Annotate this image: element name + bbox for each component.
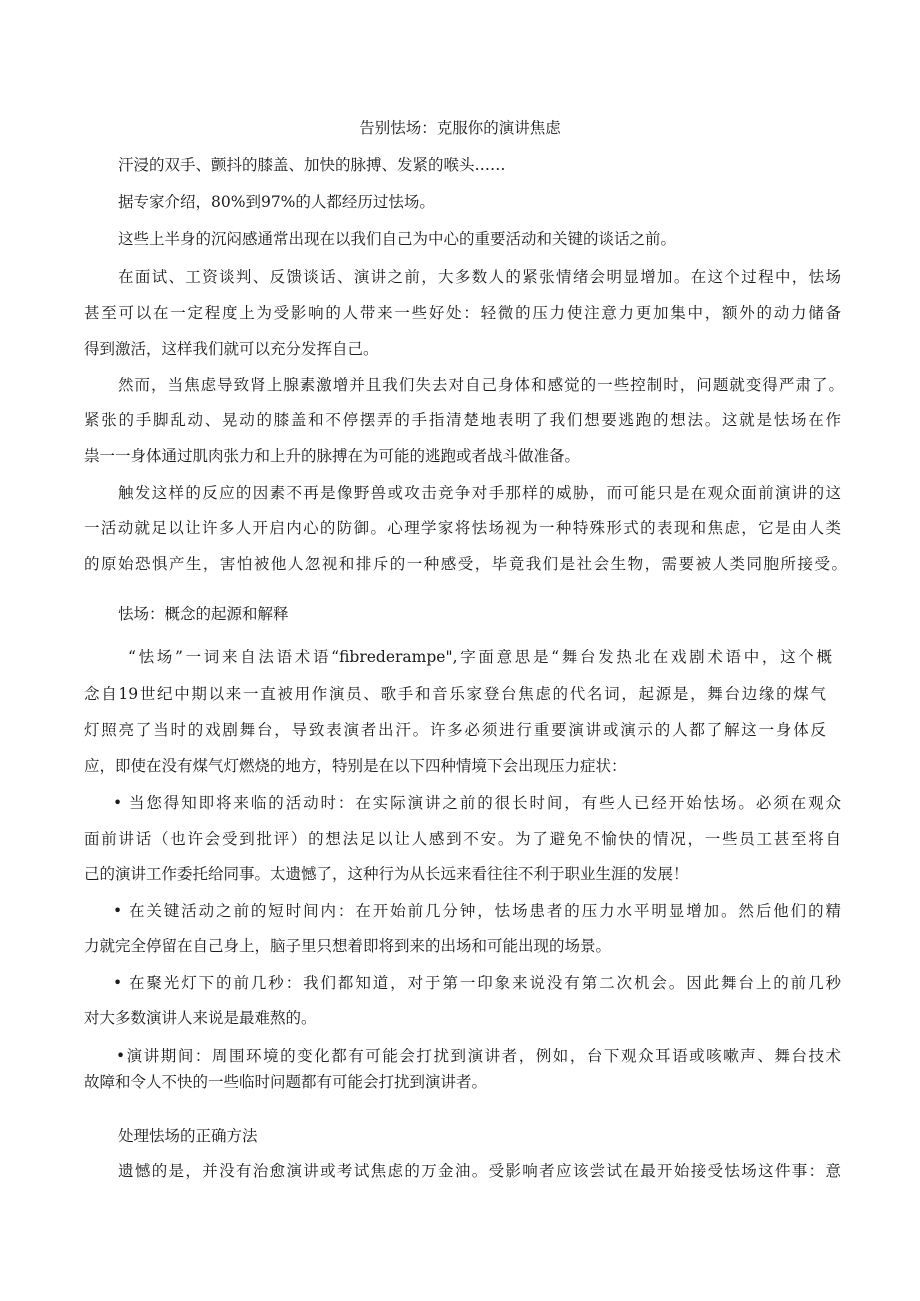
bullet-1-line-1: • 当您得知即将来临的活动时：在实际演讲之前的很长时间，有些人已经开始怯场。必须在观众 xyxy=(113,794,841,812)
intro-line-3: 这些上半身的沉闷感通常出现在以我们自己为中心的重要活动和关键的谈话之前。 xyxy=(118,230,677,248)
bullet-2-line-1: • 在关键活动之前的短时间内：在开始前几分钟，怯场患者的压力水平明显增加。然后他们的精 xyxy=(113,902,841,920)
bullet-4-line-2: 故障和令人不快的一些临时问题都有可能会打扰到演讲者。 xyxy=(84,1073,488,1091)
paragraph-3-line-3: 的原始恐惧产生，害怕被他人忽视和排斥的一种感受，毕竟我们是社会生物，需要被人类同胞所接受。 xyxy=(84,555,847,573)
paragraph-3-line-1: 触发这样的反应的因素不再是像野兽或攻击竞争对手那样的威胁，而可能只是在观众面前演讲的这 xyxy=(118,484,841,502)
paragraph-1-line-1: 在面试、工资谈判、反馈谈话、演讲之前，大多数人的紧张情绪会明显增加。在这个过程中，怯场 xyxy=(118,268,841,286)
section-heading-methods: 处理怯场的正确方法 xyxy=(118,1127,258,1145)
paragraph-2-line-1: 然而，当焦虑导致肾上腺素激增并且我们失去对自己身体和感觉的一些控制时，问题就变得严肃了。 xyxy=(118,376,844,394)
bullet-1-line-2: 面前讲话（也许会受到批评）的想法足以让人感到不安。为了避免不愉快的情况，一些员工甚至将自 xyxy=(84,830,841,848)
intro-line-1: 汗浸的双手、颤抖的膝盖、加快的脉搏、发紧的喉头…… xyxy=(118,156,506,174)
paragraph-1-line-2: 甚至可以在一定程度上为受影响的人带来一些好处：轻微的压力使注意力更加集中，额外的动力储备 xyxy=(84,304,841,322)
paragraph-4-line-4: 应，即使在没有煤气灯燃烧的地方，特别是在以下四种情境下会出现压力症状： xyxy=(84,757,627,775)
paragraph-2-line-3: 祟一一身体通过肌肉张力和上升的脉搏在为可能的逃跑或者战斗做准备。 xyxy=(84,447,581,465)
paragraph-1-line-3: 得到激活，这样我们就可以充分发挥自己。 xyxy=(84,340,379,358)
paragraph-4-line-3: 灯照亮了当时的戏剧舞台，导致表演者出汗。许多必须进行重要演讲或演示的人都了解这一身体反 xyxy=(84,721,826,739)
paragraph-4-line-2: 念自19世纪中期以来一直被用作演员、歌手和音乐家登台焦虑的代名词，起源是，舞台边缘的煤气 xyxy=(84,685,826,703)
section-heading-origin: 怯场：概念的起源和解释 xyxy=(118,605,289,623)
bullet-3-line-1: • 在聚光灯下的前几秒：我们都知道，对于第一印象来说没有第二次机会。因此舞台上的前几秒 xyxy=(113,974,841,992)
bullet-3-line-2: 对大多数演讲人来说是最难熬的。 xyxy=(84,1009,317,1027)
paragraph-4-line-1: “怯场”一词来自法语术语“fibrederampe",字面意思是“舞台发热北在戏剧术语中，这个概 xyxy=(128,648,832,666)
bullet-1-line-3: 己的演讲工作委托给同事。太遗憾了，这种行为从长远来看往往不利于职业生涯的发展！ xyxy=(84,865,689,883)
paragraph-2-line-2: 紧张的手脚乱动、晃动的膝盖和不停摆弄的手指清楚地表明了我们想要逃跑的想法。这就是怯场在作 xyxy=(84,411,841,429)
paragraph-5-line-1: 遗憾的是，并没有治愈演讲或考试焦虑的万金油。受影响者应该尝试在最开始接受怯场这件事：意 xyxy=(118,1162,841,1180)
bullet-4-line-1: •演讲期间：周围环境的变化都有可能会打扰到演讲者，例如，台下观众耳语或咳嗽声、舞台技术 xyxy=(116,1047,841,1065)
bullet-2-line-2: 力就完全停留在自己身上，脑子里只想着即将到来的出场和可能出现的场景。 xyxy=(84,937,612,955)
intro-line-2: 据专家介绍，80%到97%的人都经历过怯场。 xyxy=(118,193,435,211)
paragraph-3-line-2: 一活动就足以让许多人开启内心的防御。心理学家将怯场视为一种特殊形式的表现和焦虑，它是由人类 xyxy=(84,519,841,537)
document-title: 告别怯场：克服你的演讲焦虑 xyxy=(359,119,561,137)
